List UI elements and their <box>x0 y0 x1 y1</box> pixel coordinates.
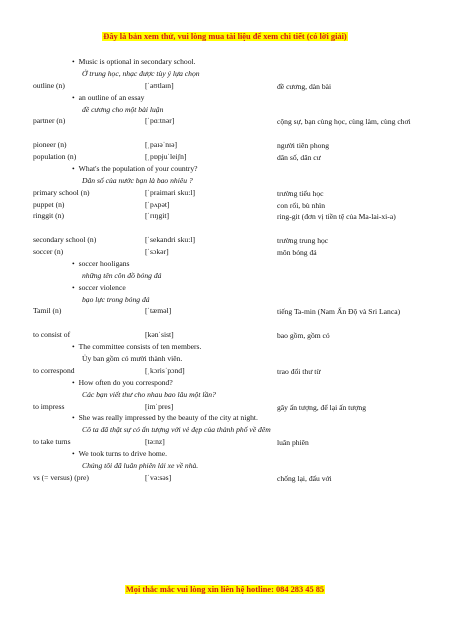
example-text: • Music is optional in secondary school. <box>72 57 196 67</box>
vocab-word: to correspond <box>33 365 75 375</box>
vocab-word: outline (n) <box>33 80 65 90</box>
example-text: • She was really impressed by the beauty of the city at night. <box>72 413 258 423</box>
vocab-pronunciation: [ˈpɑːtnər] <box>145 116 175 126</box>
example-text: • We took turns to drive home. <box>72 449 167 459</box>
translation-text: những tên côn đồ bóng đá <box>82 270 162 280</box>
example-text: • What's the population of your country? <box>72 164 198 174</box>
translation-text: Các bạn viết thư cho nhau bao lâu một lần? <box>82 389 216 399</box>
vocab-word: secondary school (n) <box>33 235 97 245</box>
hotline-text: Mọi thắc mắc vui lòng xin liên hệ hotline: 084 283 45 85 <box>125 585 325 594</box>
vocab-word: partner (n) <box>33 116 66 126</box>
vocab-word: primary school (n) <box>33 187 90 197</box>
vocab-word: pioneer (n) <box>33 140 67 150</box>
vocab-word: soccer (n) <box>33 247 64 257</box>
preview-notice-text: Đây là bản xem thử, vui lòng mua tài liệu để xem chi tiết (có lời giải) <box>103 32 347 41</box>
vocab-pronunciation: [ˌpaɪəˈnɪə] <box>145 140 178 150</box>
hotline-banner <box>0 585 450 594</box>
vocab-word: to impress <box>33 401 65 411</box>
vocab-pronunciation: [ˈaʊtlaɪn] <box>145 80 174 90</box>
vocab-meaning: con rối, bù nhìn <box>277 200 326 210</box>
vocab-meaning: trường trung học <box>277 236 329 246</box>
vocab-word: vs (= versus) (pre) <box>33 472 89 482</box>
vocab-meaning: đề cương, dàn bài <box>277 81 332 91</box>
vocab-meaning: dân số, dân cư <box>277 153 321 163</box>
vocab-meaning: bao gồm, gồm có <box>277 331 330 341</box>
example-text: • soccer violence <box>72 283 126 293</box>
vocab-word: puppet (n) <box>33 199 65 209</box>
vocab-meaning: chống lại, đấu với <box>277 473 332 483</box>
vocab-meaning: trường tiểu học <box>277 188 324 198</box>
example-text: • How often do you correspond? <box>72 378 173 388</box>
vocab-meaning: luân phiên <box>277 438 309 448</box>
vocab-pronunciation: [tə:nz] <box>145 437 165 447</box>
vocab-meaning: môn bóng đá <box>277 248 317 258</box>
vocab-pronunciation: [ˈpraimari sku:l] <box>145 187 195 197</box>
vocab-pronunciation: [ˌpɒpjuˈleiʃn] <box>145 152 187 162</box>
vocab-pronunciation: [ˈpʌpət] <box>145 199 170 209</box>
vocab-pronunciation: [ˈvə:səs] <box>145 472 172 482</box>
vocab-pronunciation: [ˈsekandri sku:l] <box>145 235 195 245</box>
example-text: • soccer hooligans <box>72 259 130 269</box>
vocab-pronunciation: [ˈrɪŋgit] <box>145 211 169 221</box>
translation-text: Ủy ban gồm có mười thành viên. <box>82 354 183 363</box>
translation-text: đề cương cho một bài luận <box>82 104 164 114</box>
vocab-meaning: ring-git (đơn vị tiền tệ của Ma-lai-xi-a) <box>277 212 396 222</box>
vocab-pronunciation: [kənˈsist] <box>145 330 174 340</box>
vocab-meaning: người tiên phong <box>277 141 330 151</box>
vocab-pronunciation: [ˈtæməl] <box>145 306 172 316</box>
translation-text: bạo lực trong bóng đá <box>82 294 150 304</box>
translation-text: Chúng tôi đã luân phiên lái xe về nhà. <box>82 460 199 470</box>
vocab-word: population (n) <box>33 152 77 162</box>
vocab-word: to take turns <box>33 437 71 447</box>
example-text: • The committee consists of ten members. <box>72 342 201 352</box>
vocab-pronunciation: [ˌkɔrisˈpɔnd] <box>145 365 185 375</box>
vocab-meaning: tiếng Ta-min (Nam Ấn Độ và Sri Lanca) <box>277 307 401 317</box>
vocab-pronunciation: [ˈsɔkər] <box>145 247 169 257</box>
example-text: • an outline of an essay <box>72 93 144 103</box>
vocab-meaning: trao đổi thư từ <box>277 366 321 376</box>
vocab-word: to consist of <box>33 330 71 340</box>
vocab-meaning: cộng sự, bạn cùng học, cùng làm, cùng chơi <box>277 117 411 127</box>
translation-text: Ở trung học, nhạc được tùy ý lựa chọn <box>82 68 200 78</box>
vocab-pronunciation: [imˈpres] <box>145 401 174 411</box>
vocab-word: Tamil (n) <box>33 306 62 316</box>
vocab-meaning: gây ấn tượng, để lại ấn tượng <box>277 402 367 412</box>
vocab-word: ringgit (n) <box>33 211 65 221</box>
translation-text: Dân số của nước bạn là bao nhiêu ? <box>82 175 193 185</box>
translation-text: Cô ta đã thật sự có ấn tượng với vẻ đẹp của thành phố về đêm <box>82 425 271 435</box>
